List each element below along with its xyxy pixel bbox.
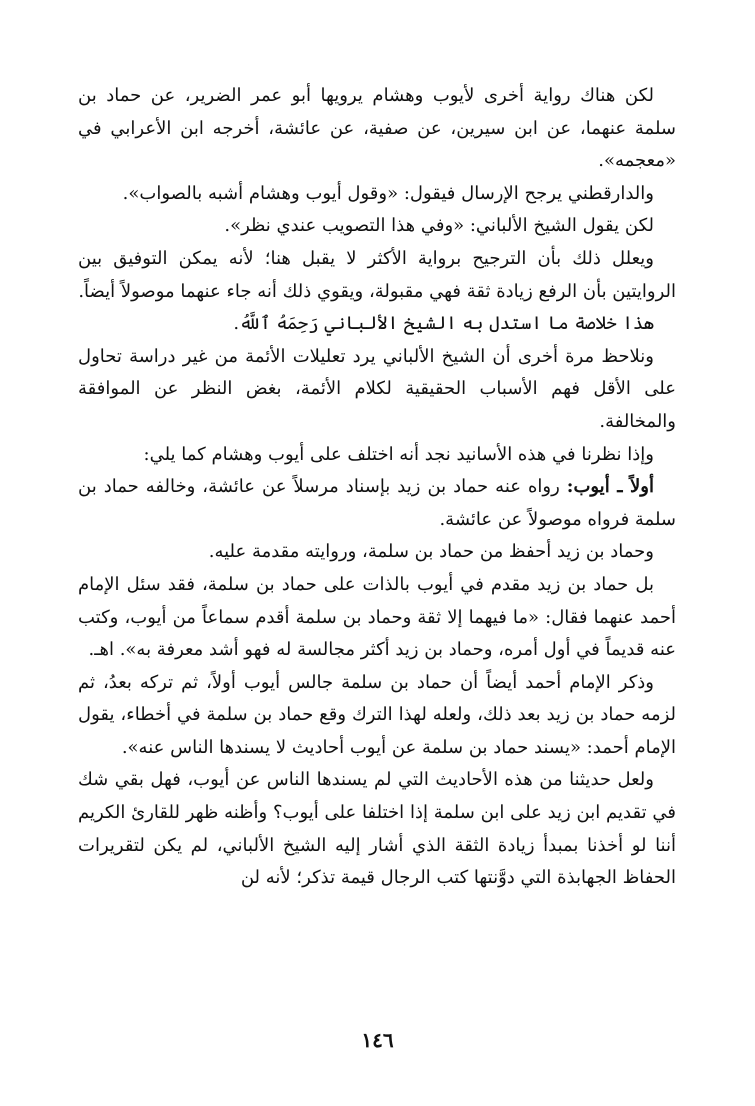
paragraph-4: ويعلل ذلك بأن الترجيح برواية الأكثر لا يقبل هنا؛ لأنه يمكن التوفيق بين الروايتين بأن الرفع زيادة ثقة فهي مقبولة، ويقوي ذلك أنه جاء عنهما موصولاً أيضاً. [78,247,676,302]
paragraph-5: هذا خلاصة ما استدل به الشيخ الألباني رَحِمَهُ ٱللَّهُ. [233,313,654,335]
paragraph-12: ولعل حديثنا من هذه الأحاديث التي لم يسندها الناس عن أيوب، فهل بقي شك في تقديم ابن زيد على ابن سلمة إذا اختلفا على أيوب؟ وأظنه ظهر للقارئ الكريم أننا لو أخذنا بمبدأ زيادة الثقة الذي أشار إليه الشيخ الألباني، لم يكن لتقريرات الحفاظ الجهابذة التي دوَّنتها كتب الرجال قيمة تذكر؛ لأنه لن [78,769,676,889]
paragraph-6: ونلاحظ مرة أخرى أن الشيخ الألباني يرد تعليلات الأئمة من غير دراسة تحاول على الأقل فهم الأسباب الحقيقية لكلام الأئمة، بغض النظر عن الموافقة والمخالفة. [78,345,676,432]
paragraph-8 [78,471,676,536]
body-text [78,80,676,895]
paragraph-7: وإذا نظرنا في هذه الأسانيد نجد أنه اختلف على أيوب وهشام كما يلي: [143,443,654,465]
paragraph-11: وذكر الإمام أحمد أيضاً أن حماد بن سلمة جالس أيوب أولاً، ثم تركه بعدُ، ثم لزمه حماد بن زيد بعد ذلك، ولعله لهذا الترك وقع حماد بن سلمة في أخطاء، يقول الإمام أحمد: «يسند حماد بن سلمة عن أيوب أحاديث لا يسندها الناس عنه». [78,671,676,758]
paragraph-3: لكن يقول الشيخ الألباني: «وفي هذا التصويب عندي نظر». [224,215,654,237]
bold-lead-ayyub: أولاً ـ أيوب: [566,476,654,498]
paragraph-2: والدارقطني يرجح الإرسال فيقول: «وقول أيوب وهشام أشبه بالصواب». [122,182,654,204]
page-number: ١٤٦ [361,1028,394,1052]
paragraph-9: وحماد بن زيد أحفظ من حماد بن سلمة، وروايته مقدمة عليه. [208,541,654,563]
paragraph-10: بل حماد بن زيد مقدم في أيوب بالذات على حماد بن سلمة، فقد سئل الإمام أحمد عنهما فقال: «ما فيهما إلا ثقة وحماد بن سلمة أقدم سماعاً من أيوب، وكتب عنه قديماً في أول أمره، وحماد بن زيد أكثر مجالسة له فهو أشد معرفة به». اهـ. [78,573,676,661]
paragraph-1: لكن هناك رواية أخرى لأيوب وهشام يرويها أبو عمر الضرير، عن حماد بن سلمة عنهما، عن ابن سيرين، عن صفية، عن عائشة، أخرجه ابن الأعرابي في «معجمه». [78,85,676,172]
paragraph-8-text: رواه عنه حماد بن زيد بإسناد مرسلاً عن عائشة، وخالفه حماد بن سلمة فرواه موصولاً عن عائشة. [78,476,676,530]
